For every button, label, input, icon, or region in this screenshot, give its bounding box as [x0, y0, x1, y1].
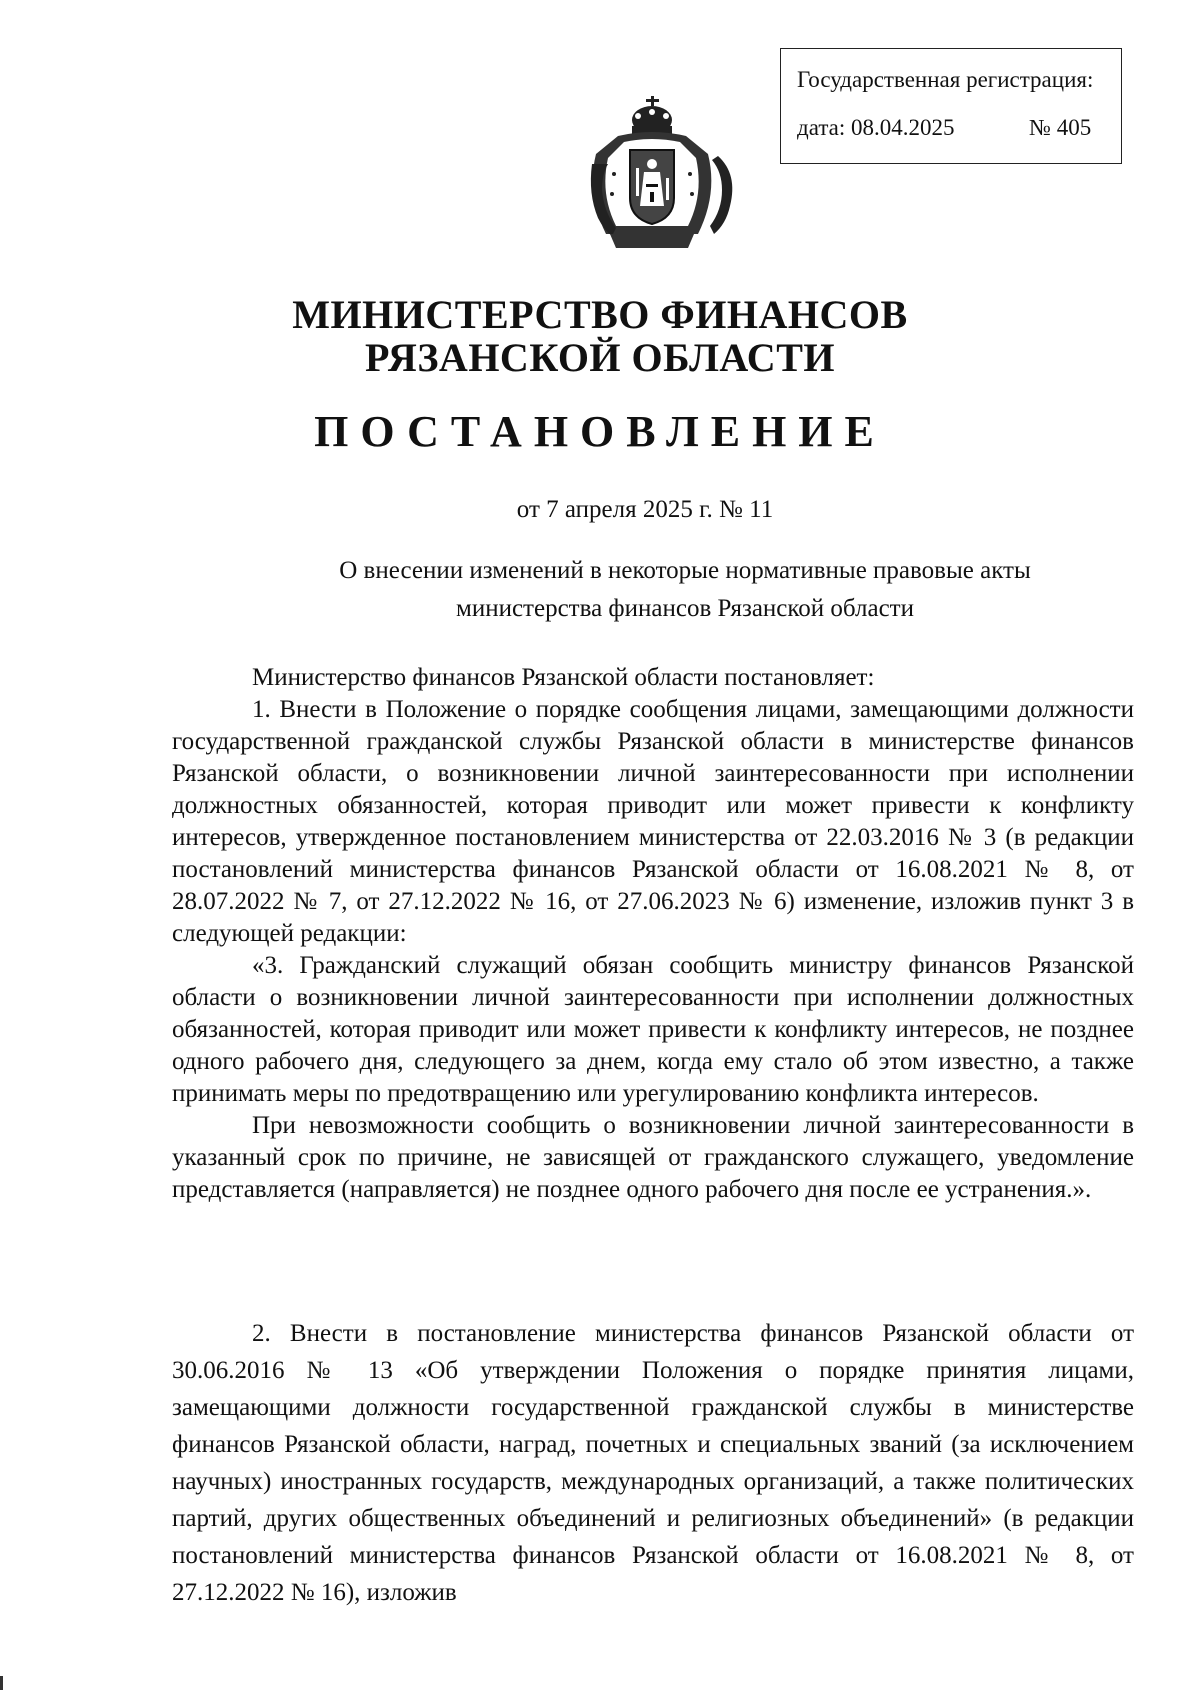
body-intro — [172, 662, 1134, 694]
ministry-name-line-1: МИНИСТЕРСТВО ФИНАНСОВ — [292, 292, 908, 337]
body-section-2 — [172, 1315, 1134, 1611]
subject-line-1: О внесении изменений в некоторые нормативные правовые акты — [339, 557, 1031, 584]
ryazan-coat-of-arms-icon — [588, 94, 740, 252]
intro-paragraph: Министерство финансов Рязанской области постановляет: — [252, 664, 875, 691]
paragraph-3: При невозможности сообщить о возникновении личной заинтересованности в указанный срок по причине, не зависящей от гражданского служащего, уведомление представляется (направляется) не позднее одного рабочего дня после ее устранения.». — [172, 1112, 1134, 1203]
paragraph-2: «3. Гражданский служащий обязан сообщить министру финансов Рязанской области о возникновении личной заинтересованности при исполнении должностных обязанностей, которая приводит или может привести к конфликту интересов, не позднее одного рабочего дня, следующего за днем, когда ему стало об этом известно, а также принимать меры по предотвращению или урегулированию конфликта интересов. — [172, 952, 1134, 1107]
body-section-1 — [172, 694, 1134, 1206]
ministry-name-line-2: РЯЗАНСКОЙ ОБЛАСТИ — [364, 335, 835, 380]
document-date-number: от 7 апреля 2025 г. № 11 — [516, 496, 774, 523]
paragraph-1: 1. Внести в Положение о порядке сообщения лицами, замещающими должности государственной гражданской службы Рязанской области в министерстве финансов Рязанской области, о возникновении личной заинтересованности при исполнении должностных обязанностей, которая приводит или может привести к конфликту интересов, утвержденное постановлением министерства от 22.03.2016 № 3 (в редакции постановлений министерства финансов Рязанской области от 16.08.2021 № 8, от 28.07.2022 № 7, от 27.12.2022 № 16, от 27.06.2023 № 6) изменение, изложив пункт 3 в следующей редакции: — [172, 696, 1134, 947]
scan-margin-mark — [0, 1676, 3, 1690]
registration-stamp — [780, 48, 1122, 164]
registration-title: Государственная регистрация: — [797, 67, 1094, 92]
paragraph-4: 2. Внести в постановление министерства финансов Рязанской области от 30.06.2016 № 13 «Об утверждении Положения о порядке принятия лицами, замещающими должности государственной гражданской службы в министерстве финансов Рязанской области, наград, почетных и специальных званий (за исключением научных) иностранных государств, международных организаций, а также политических партий, других общественных объединений и религиозных объединений» (в редакции постановлений министерства финансов Рязанской области от 16.08.2021 № 8, от 27.12.2022 № 16), изложив — [172, 1320, 1134, 1606]
registration-number: № 405 — [1029, 115, 1092, 140]
document-type-title: ПОСТАНОВЛЕНИЕ — [314, 407, 886, 456]
registration-date: дата: 08.04.2025 — [797, 115, 955, 140]
subject-line-2: министерства финансов Рязанской области — [456, 595, 914, 622]
